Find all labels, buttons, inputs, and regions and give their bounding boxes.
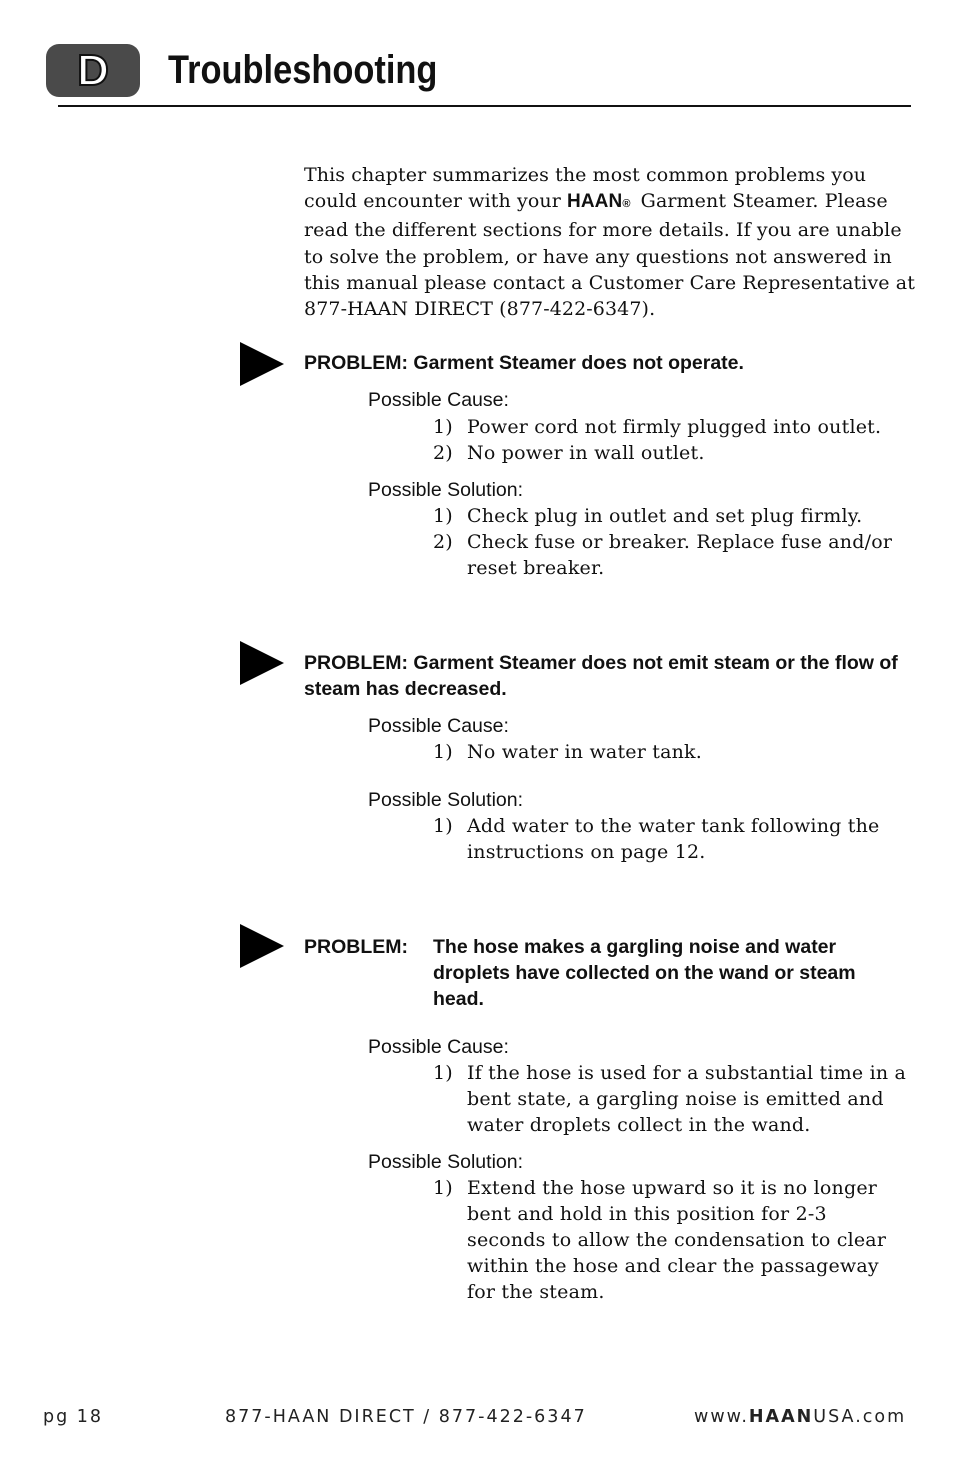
footer-website	[694, 1405, 906, 1429]
cause-heading: Possible Cause:	[368, 389, 509, 411]
arrow-bullet-icon	[240, 342, 284, 386]
cause-heading: Possible Cause:	[368, 1036, 509, 1058]
intro-text-start: This chapter summarizes the most common problems you could encounter with your	[304, 164, 867, 213]
cause-heading: Possible Cause:	[368, 715, 509, 737]
list-text: No power in wall outlet.	[467, 442, 705, 464]
header-divider	[58, 105, 911, 107]
list-text: If the hose is used for a substantial time in a bent state, a gargling noise is emitted and water droplets collect in the wand.	[467, 1062, 907, 1136]
problem-heading: PROBLEM: Garment Steamer does not operate.	[304, 352, 744, 374]
list-number: 1)	[433, 741, 453, 763]
problem-heading: The hose makes a gargling noise and water droplets have collected on the wand or steam head.	[433, 936, 856, 1010]
list-number: 1)	[433, 416, 453, 438]
problem-prefix: PROBLEM:	[304, 936, 408, 958]
intro-text-end: Garment Steamer. Please read the different sections for more details. If you are unable to solve the problem, or have any questions not answered in this manual please contact a Customer Care Representative at 877-HAAN DIRECT (877-422-6347).	[304, 190, 915, 321]
list-text: Check fuse or breaker. Replace fuse and/or reset breaker.	[467, 531, 893, 579]
footer-phone: 877-HAAN DIRECT / 877-422-6347	[225, 1407, 587, 1427]
registered-mark: ®	[622, 198, 631, 211]
list-number: 2)	[433, 442, 453, 464]
intro-paragraph	[304, 162, 916, 322]
arrow-bullet-icon	[240, 641, 284, 685]
chapter-badge	[46, 44, 140, 97]
problem-heading: PROBLEM: Garment Steamer does not emit steam or the flow of steam has decreased.	[304, 652, 898, 700]
website-brand: HAAN	[748, 1407, 814, 1427]
website-prefix: www.	[694, 1407, 749, 1427]
page-title: Troubleshooting	[168, 48, 438, 92]
arrow-bullet-icon	[240, 924, 284, 968]
solution-heading: Possible Solution:	[368, 789, 524, 811]
list-number: 1)	[433, 815, 453, 837]
website-suffix: USA.com	[813, 1407, 907, 1427]
list-text: Check plug in outlet and set plug firmly.	[467, 505, 863, 527]
list-number: 1)	[433, 505, 453, 527]
chapter-letter: D	[77, 45, 109, 95]
solution-heading: Possible Solution:	[368, 479, 524, 501]
list-text: Add water to the water tank following the instructions on page 12.	[467, 815, 880, 863]
brand-name: HAAN	[567, 191, 623, 213]
list-text: Extend the hose upward so it is no longer bent and hold in this position for 2-3 seconds to allow the condensation to clear within the hose and clear the passageway for the steam.	[467, 1177, 887, 1303]
list-number: 2)	[433, 531, 453, 553]
page-number: pg 18	[43, 1407, 104, 1427]
list-text: Power cord not firmly plugged into outlet.	[467, 416, 882, 438]
list-text: No water in water tank.	[467, 741, 702, 763]
solution-heading: Possible Solution:	[368, 1151, 524, 1173]
list-number: 1)	[433, 1177, 453, 1199]
list-number: 1)	[433, 1062, 453, 1084]
